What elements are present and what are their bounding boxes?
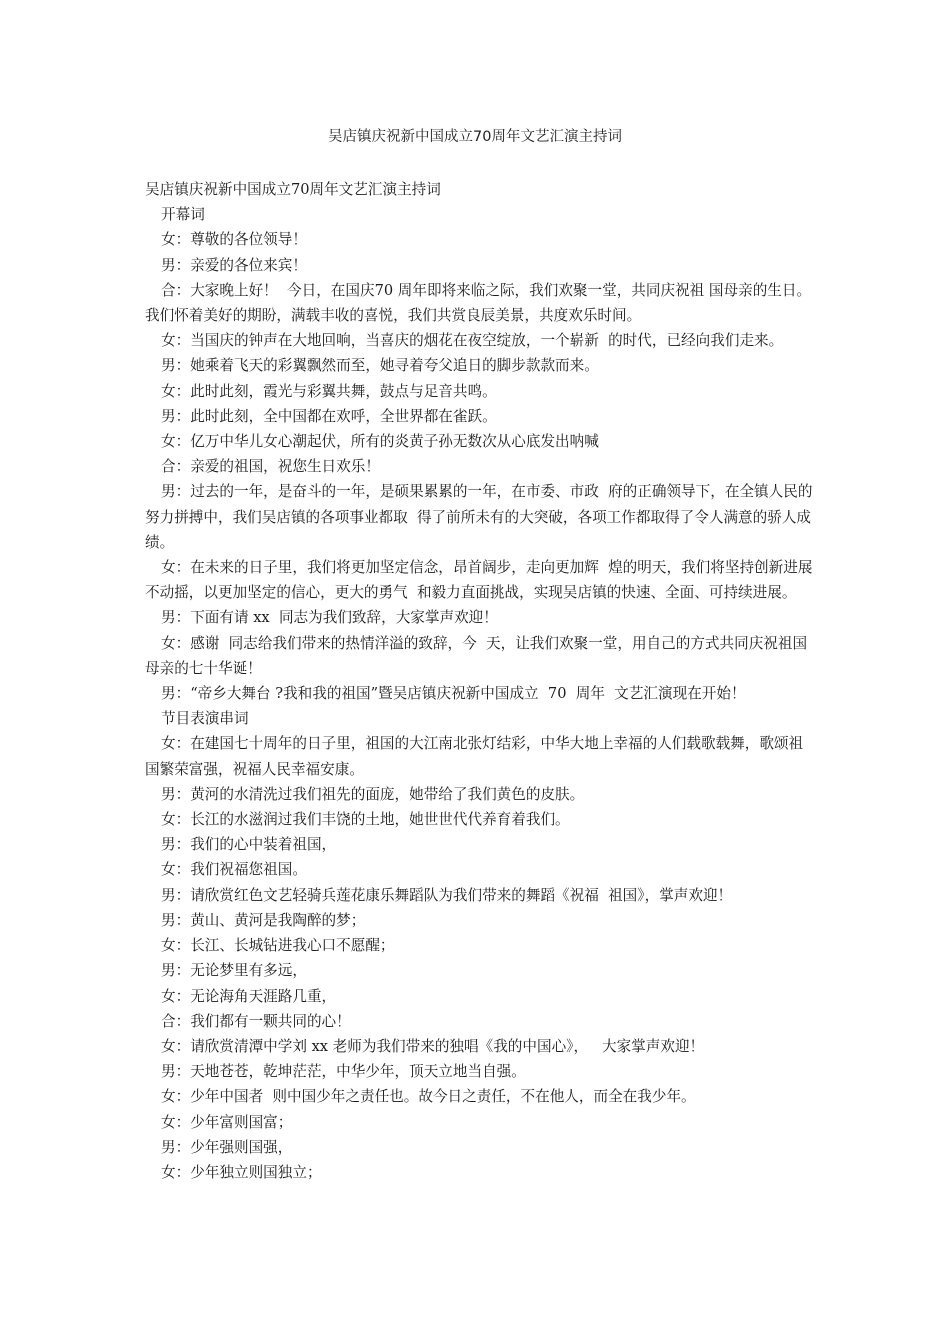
- document-paragraph: 女：少年富则国富；: [161, 1113, 293, 1131]
- document-paragraph: 男：过去的一年，是奋斗的一年，是硕果累累的一年，在市委、市政 府的正确领导下，在全镇人民的努力拼搏中，我们吴店镇的各项事业都取 得了前所未有的大突破，各项工作都取得了令人满意的骄人成绩。: [145, 483, 813, 551]
- document-paragraph: 女：无论海角天涯路几重，: [161, 987, 337, 1005]
- document-paragraph: 合：亲爱的祖国，祝您生日欢乐！: [161, 458, 380, 476]
- document-paragraph: 女：尊敬的各位领导！: [161, 231, 307, 249]
- document-paragraph: 女：在建国七十周年的日子里，祖国的大江南北张灯结彩，中华大地上幸福的人们载歌载舞，歌颂祖国繁荣富强，祝福人民幸福安康。: [145, 735, 804, 778]
- document-paragraph: 男：无论梦里有多远，: [161, 962, 307, 980]
- document-paragraph: 女：我们祝福您祖国。: [161, 861, 307, 879]
- document-paragraph: 女：当国庆的钟声在大地回响，当喜庆的烟花在夜空绽放，一个崭新 的时代，已经向我们走来。: [161, 332, 784, 350]
- document-paragraph: 男：她乘着飞天的彩翼飘然而至，她寻着夸父追日的脚步款款而来。: [161, 357, 599, 375]
- document-paragraph: 男：天地苍苍，乾坤茫茫，中华少年，顶天立地当自强。: [161, 1063, 526, 1081]
- document-paragraph: 男：黄河的水清洗过我们祖先的面庞，她带给了我们黄色的皮肤。: [161, 785, 585, 803]
- document-paragraph: 男：少年强则国强，: [161, 1138, 293, 1156]
- document-paragraph: 女：少年中国者 则中国少年之责任也。故今日之责任，不在他人，而全在我少年。: [161, 1088, 696, 1106]
- document-paragraph: 女：请欣赏清潭中学刘 xx 老师为我们带来的独唱《我的中国心》， 大家掌声欢迎！: [161, 1037, 705, 1055]
- document-paragraph: 合：我们都有一颗共同的心！: [161, 1012, 351, 1030]
- document-paragraph: 男：“帝乡大舞台 ?我和我的祖国”暨吴店镇庆祝新中国成立 70 周年 文艺汇演现在开始！: [161, 685, 746, 703]
- document-paragraph: 女：感谢 同志给我们带来的热情洋溢的致辞，今 天，让我们欢聚一堂，用自己的方式共同庆祝祖国母亲的七十华诞！: [145, 634, 808, 677]
- document-paragraph: 女：在未来的日子里，我们将更加坚定信念，昂首阔步，走向更加辉 煌的明天，我们将坚持创新进展不动摇，以更加坚定的信心，更大的勇气 和毅力直面挑战，实现吴店镇的快速、全面、可持续进展。: [145, 559, 813, 602]
- document-paragraph: 节目表演串词: [161, 710, 249, 728]
- document-paragraph: 合：大家晚上好！ 今日，在国庆70 周年即将来临之际，我们欢聚一堂，共同庆祝祖 国母亲的生日。 我们怀着美好的期盼，满载丰收的喜悦，我们共赏良辰美景，共度欢乐时间。: [145, 281, 816, 325]
- document-paragraph: 女：长江、长城钻进我心口不愿醒；: [161, 937, 395, 955]
- document-paragraph: 男：此时此刻，全中国都在欢呼，全世界都在雀跃。: [161, 407, 497, 425]
- document-paragraph: 男：我们的心中装着祖国，: [161, 836, 337, 854]
- document-paragraph: 女：少年独立则国独立；: [161, 1163, 322, 1181]
- document-paragraph: 男：黄山、黄河是我陶醉的梦；: [161, 911, 366, 929]
- document-paragraph: 男：下面有请 xx 同志为我们致辞，大家掌声欢迎！: [161, 609, 498, 627]
- document-paragraph: 男：亲爱的各位来宾！: [161, 256, 307, 274]
- document-paragraph: 男：请欣赏红色文艺轻骑兵莲花康乐舞蹈队为我们带来的舞蹈《祝福 祖国》，掌声欢迎！: [161, 886, 733, 904]
- document-body: [145, 177, 816, 1185]
- document-paragraph: 女：亿万中华儿女心潮起伏，所有的炎黄子孙无数次从心底发出呐喊: [161, 433, 599, 451]
- page-title: 吴店镇庆祝新中国成立70周年文艺汇演主持词: [328, 129, 622, 145]
- document-paragraph: 女：长江的水滋润过我们丰饶的土地，她世世代代养育着我们。: [161, 811, 570, 829]
- document-paragraph: 开幕词: [161, 206, 205, 224]
- document-heading: 吴店镇庆祝新中国成立70周年文艺汇演主持词: [145, 181, 441, 198]
- document-paragraph: 女：此时此刻，霞光与彩翼共舞，鼓点与足音共鸣。: [161, 382, 497, 400]
